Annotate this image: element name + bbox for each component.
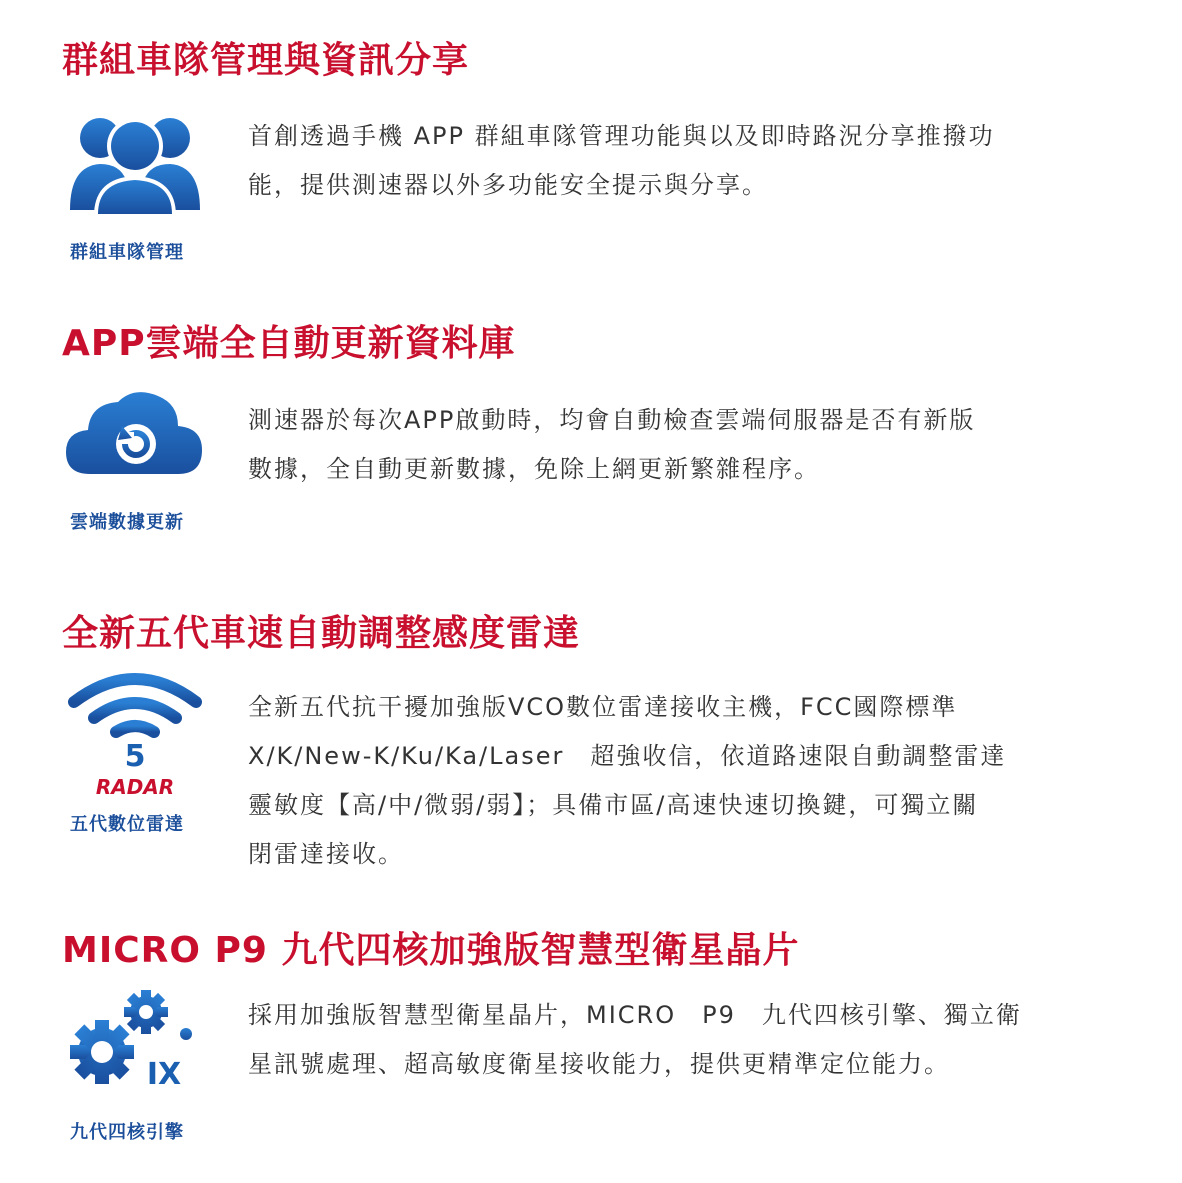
section-title: MICRO P9 九代四核加強版智慧型衛星晶片	[62, 930, 800, 971]
section-title: 群組車隊管理與資訊分享	[62, 40, 470, 81]
section-description	[248, 683, 1083, 879]
description-line: 採用加強版智慧型衛星晶片，MICRO P9 九代四核引擎、獨立衛	[248, 1001, 1022, 1029]
description-line: 靈敏度【高/中/微弱/弱】；具備市區/高速快速切換鍵，可獨立關	[248, 791, 979, 819]
description-line: 測速器於每次APP啟動時，均會自動檢查雲端伺服器是否有新版	[248, 406, 976, 434]
description-line: 首創透過手機 APP 群組車隊管理功能與以及即時路況分享推撥功	[248, 122, 995, 150]
chip-generation-label: IX	[146, 1057, 182, 1090]
radar-signal-icon	[60, 670, 210, 800]
description-line: 數據，全自動更新數據，免除上網更新繁雜程序。	[248, 455, 820, 483]
icon-caption: 雲端數據更新	[70, 512, 184, 533]
description-line: 全新五代抗干擾加強版VCO數位雷達接收主機，FCC國際標準	[248, 693, 958, 721]
section-description	[248, 396, 1083, 494]
description-line: 閉雷達接收。	[248, 840, 404, 868]
section-title: APP雲端全自動更新資料庫	[62, 323, 516, 364]
description-line: X/K/New-K/Ku/Ka/Laser 超強收信，依道路速限自動調整雷達	[248, 742, 1007, 770]
section-description	[248, 112, 1083, 210]
section-description	[248, 991, 1083, 1089]
radar-label: RADAR	[95, 775, 175, 799]
gears-icon	[60, 990, 210, 1090]
icon-caption: 群組車隊管理	[70, 242, 184, 263]
description-line: 能，提供測速器以外多功能安全提示與分享。	[248, 171, 768, 199]
radar-number: 5	[124, 739, 146, 774]
cloud-refresh-icon	[60, 382, 210, 482]
icon-caption: 九代四核引擎	[70, 1122, 184, 1143]
group-users-icon	[60, 102, 210, 222]
description-line: 星訊號處理、超高敏度衛星接收能力，提供更精準定位能力。	[248, 1050, 950, 1078]
section-title: 全新五代車速自動調整感度雷達	[62, 613, 581, 654]
icon-caption: 五代數位雷達	[70, 814, 184, 835]
